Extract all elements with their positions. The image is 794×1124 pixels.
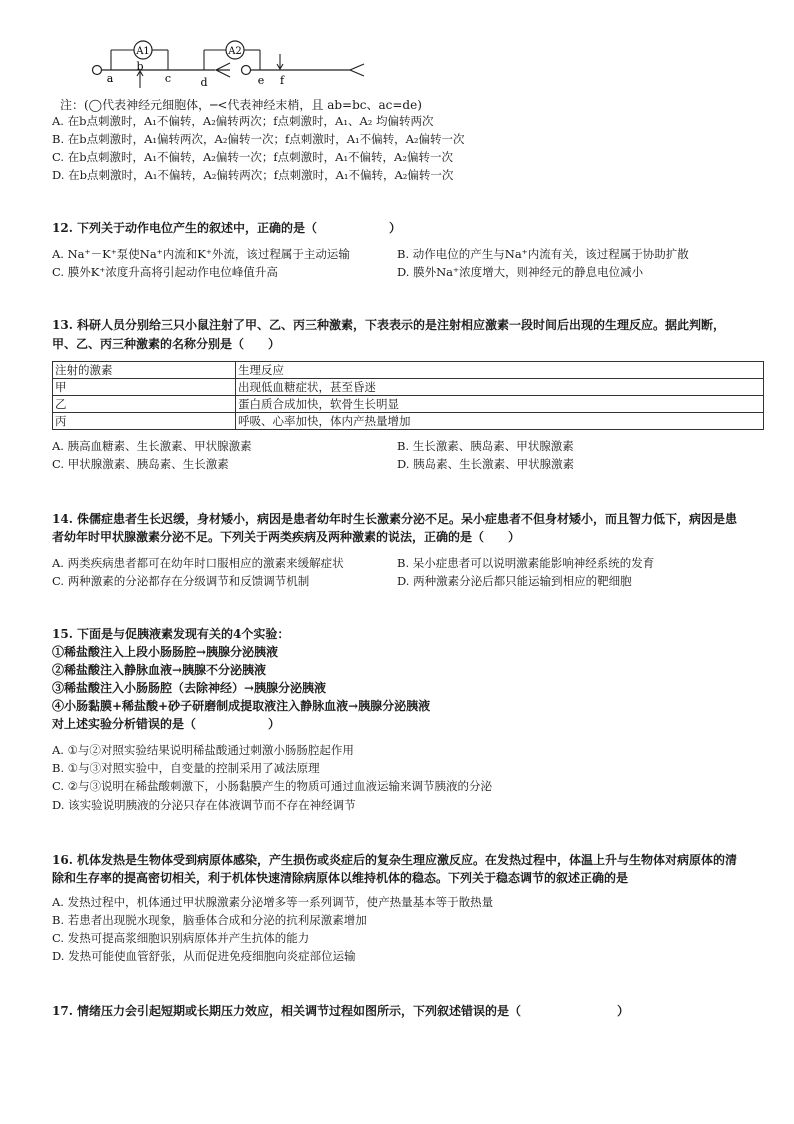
q16-option-c: C. 发热可提高浆细胞识别病原体并产生抗体的能力: [52, 931, 310, 945]
q16-option-b: B. 若患者出现脱水现象，脑垂体合成和分泌的抗利尿激素增加: [52, 913, 367, 927]
neuron-cell-body-left: [93, 66, 102, 75]
point-b: b: [136, 60, 144, 73]
q15-experiment-3: ③稀盐酸注入小肠肠腔（去除神经）→胰腺分泌胰液: [52, 681, 327, 695]
q13-option-a: A. 胰高血糖素、生长激素、甲状腺激素: [52, 439, 252, 453]
q15-stem: 15. 下面是与促胰液素发现有关的4个实验：: [52, 627, 290, 641]
table-cell: 出现低血糖症状，甚至昏迷: [236, 379, 764, 396]
q15-experiment-4: ④小肠黏膜+稀盐酸+砂子研磨制成提取液注入静脉血液→胰腺分泌胰液: [52, 699, 431, 713]
q17-stem: 17. 情绪压力会引起短期或长期压力效应，相关调节过程如图所示，下列叙述错误的是（ ）: [52, 1004, 630, 1018]
q14-option-d: D. 两种激素分泌后都只能运输到相应的靶细胞: [397, 574, 632, 588]
nerve-ending-left: [216, 63, 230, 77]
q13-stem-line2: 甲、乙、丙三种激素的名称分别是（ ）: [52, 337, 281, 351]
table-cell: 乙: [53, 396, 236, 413]
table-row: [53, 379, 764, 396]
table-cell: 呼吸、心率加快，体内产热量增加: [236, 413, 764, 430]
point-a: a: [106, 72, 114, 85]
meter-a1-label: A1: [136, 46, 150, 57]
q14-option-c: C. 两种激素的分泌都存在分级调节和反馈调节机制: [52, 574, 310, 588]
table-cell: 蛋白质合成加快，软骨生长明显: [236, 396, 764, 413]
q14-stem-line2: 者幼年时甲状腺激素分泌不足。下列关于两类疾病及两种激素的说法，正确的是（ ）: [52, 530, 521, 544]
q14-option-b: B. 呆小症患者可以说明激素能影响神经系统的发育: [397, 556, 655, 570]
q15-option-b: B. ①与③对照实验中，自变量的控制采用了减法原理: [52, 761, 320, 775]
q11-option-b: B. 在b点刺激时，A₁偏转两次，A₂偏转一次；f点刺激时，A₁不偏转，A₂偏转一次: [52, 132, 465, 146]
q11-option-a: A. 在b点刺激时，A₁不偏转，A₂偏转两次；f点刺激时，A₁、A₂ 均偏转两次: [52, 114, 434, 128]
point-c: c: [164, 72, 172, 85]
q15-option-a: A. ①与②对照实验结果说明稀盐酸通过刺激小肠肠腔起作用: [52, 743, 354, 757]
q16-option-d: D. 发热可能使血管舒张，从而促进免疫细胞向炎症部位运输: [52, 949, 356, 963]
q16-stem-line1: 16. 机体发热是生物体受到病原体感染，产生损伤或炎症后的复杂生理应激反应。在发热过程中，体温上升与生物体对病原体的清: [52, 853, 738, 867]
q15-experiment-2: ②稀盐酸注入静脉血液→胰腺不分泌胰液: [52, 663, 267, 677]
q14-option-a: A. 两类疾病患者都可在幼年时口服相应的激素来缓解症状: [52, 556, 344, 570]
q15-experiment-1: ①稀盐酸注入上段小肠肠腔→胰腺分泌胰液: [52, 645, 279, 659]
table-header-row: [53, 362, 764, 379]
table-header-response: 生理反应: [236, 362, 764, 379]
nerve-ending-right: [350, 64, 364, 76]
point-d: d: [200, 76, 208, 89]
table-row: [53, 396, 764, 413]
q12-option-a: A. Na⁺－K⁺泵使Na⁺内流和K⁺外流，该过程属于主动运输: [52, 247, 350, 261]
q15-question: 对上述实验分析错误的是（ ）: [52, 717, 281, 731]
hormone-table: [52, 361, 764, 430]
table-cell: 甲: [53, 379, 236, 396]
q12-option-d: D. 膜外Na⁺浓度增大，则神经元的静息电位减小: [397, 265, 644, 279]
meter-a2: [204, 41, 260, 70]
q15-option-d: D. 该实验说明胰液的分泌只存在体液调节而不存在神经调节: [52, 798, 356, 812]
q13-option-c: C. 甲状腺激素、胰岛素、生长激素: [52, 457, 229, 471]
q14-stem-line1: 14. 侏儒症患者生长迟缓，身材矮小，病因是患者幼年时生长激素分泌不足。呆小症患者不但身材矮小，而且智力低下，病因是患: [52, 512, 738, 526]
q12-option-b: B. 动作电位的产生与Na⁺内流有关，该过程属于协助扩散: [397, 247, 689, 261]
q13-option-d: D. 胰岛素、生长激素、甲状腺激素: [397, 457, 575, 471]
diagram-note: 注：(◯代表神经元细胞体，─<代表神经末梢，且 ab=bc、ac=de): [60, 98, 422, 112]
q13-stem-line1: 13. 科研人员分别给三只小鼠注射了甲、乙、丙三种激素，下表表示的是注射相应激素一段时间后出现的生理反应。据此判断，: [52, 318, 726, 332]
point-e: e: [257, 74, 265, 87]
q16-stem-line2: 除和生存率的提高密切相关，利于机体快速清除病原体以维持机体的稳态。下列关于稳态调节的叙述正确的是: [52, 871, 629, 885]
meter-a2-label: A2: [228, 46, 242, 57]
neuron-cell-body-right: [242, 66, 251, 75]
q15-option-c: C. ②与③说明在稀盐酸刺激下，小肠黏膜产生的物质可通过血液运输来调节胰液的分泌: [52, 779, 493, 793]
point-f: f: [279, 74, 285, 87]
q12-option-c: C. 膜外K⁺浓度升高将引起动作电位峰值升高: [52, 265, 278, 279]
table-header-hormone: 注射的激素: [53, 362, 236, 379]
table-row: [53, 413, 764, 430]
table-cell: 丙: [53, 413, 236, 430]
q11-option-d: D. 在b点刺激时，A₁不偏转，A₂偏转两次；f点刺激时，A₁不偏转，A₂偏转一次: [52, 168, 454, 182]
q12-stem: 12. 下列关于动作电位产生的叙述中，正确的是（ ）: [52, 221, 402, 235]
q13-option-b: B. 生长激素、胰岛素、甲状腺激素: [397, 439, 574, 453]
q16-option-a: A. 发热过程中，机体通过甲状腺激素分泌增多等一系列调节，使产热量基本等于散热量: [52, 895, 494, 909]
q11-option-c: C. 在b点刺激时，A₁不偏转，A₂偏转一次；f点刺激时，A₁不偏转，A₂偏转一次: [52, 150, 453, 164]
neuron-diagram: [88, 34, 368, 98]
